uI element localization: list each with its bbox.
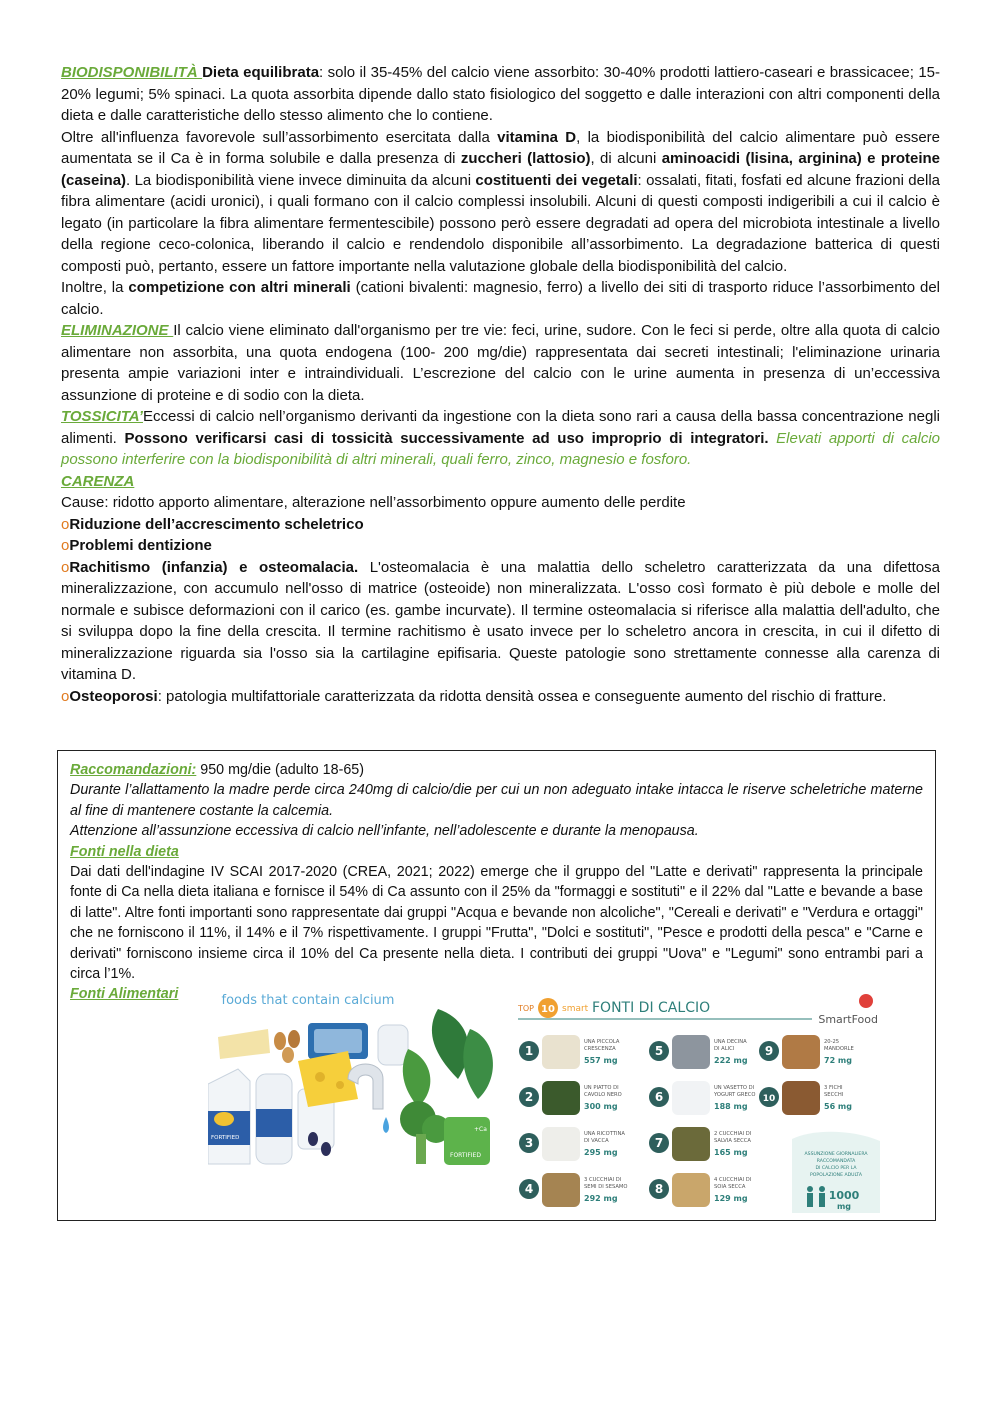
calcium-amount: 222 mg <box>714 1056 748 1065</box>
illustration-title: foods that contain calcium <box>221 993 395 1008</box>
almond-icon <box>274 1032 286 1050</box>
svg-text:smart: smart <box>562 1004 589 1014</box>
document-body <box>61 62 940 707</box>
food-label: UN PIATTO DI <box>584 1085 619 1091</box>
food-label: SOIA SECCA <box>714 1184 746 1190</box>
food-photo <box>542 1081 580 1115</box>
fonti-dieta-text: Dai dati dell'indagine IV SCAI 2017-2020 (CREA, 2021; 2022) emerge che il gruppo del "Latte e derivati" rappresenta la principale fonte di Ca nella dieta italiana e fornisce il 54% di Ca assunto con il 25% da "formaggi e sostituti" e il 22% dal "Latte e bevande a base di latte". Altre fonti importanti sono rappresentate dai gruppi "Acqua e bevande non alcoliche", "Cereali e derivati" e "Verdura e ortaggi" che ne forniscono il 11%, il 14% e il 7% rispettivamente. I gruppi "Frutta", "Dolci e sostituti", "Pesce e prodotti della pesca" e "Carne e derivati" forniscono insieme circa il 10% del Ca presente nella dieta. I contributi dei gruppi "Uova" e "Legumi" sono entrambi pari a circa l’1%. <box>70 864 923 983</box>
calcium-amount: 165 mg <box>714 1148 748 1157</box>
heading-carenza: CARENZA <box>61 472 135 490</box>
smartfood-logo-icon <box>859 994 873 1008</box>
paragraph-tossicita: TOSSICITA’Eccessi di calcio nell’organismo derivanti da ingestione con la dieta sono rari a causa della bassa concentrazione negli alimenti. Possono verificarsi casi di tossicità successivamente ad uso improprio di integratori. Elevati apporti di calcio possono interferire con la biodisponibilità di altri minerali, quali ferro, zinco, magnesio e fosforo. <box>61 408 940 468</box>
rank-number: 6 <box>654 1090 664 1104</box>
bean-icon <box>308 1132 318 1146</box>
svg-text:mg: mg <box>836 1202 852 1211</box>
rank-number: 8 <box>654 1182 664 1196</box>
food-label: SECCHI <box>824 1092 844 1098</box>
food-label: UN VASETTO DI <box>714 1085 755 1091</box>
food-label: 3 CUCCHIAI DI <box>584 1177 622 1183</box>
foods-calcium-illustration <box>208 989 500 1179</box>
calcium-amount: 557 mg <box>584 1056 618 1065</box>
food-photo <box>782 1035 820 1069</box>
svg-text:TOP: TOP <box>518 1004 535 1013</box>
rank-number: 9 <box>764 1044 774 1058</box>
bottle-icon <box>378 1025 408 1065</box>
food-label: UNA RICOTTINA <box>584 1131 625 1137</box>
food-label: UNA DECINA <box>714 1039 747 1045</box>
food-label: 4 CUCCHIAI DI <box>714 1177 752 1183</box>
rank-number: 4 <box>524 1182 534 1196</box>
list-item: oRachitismo (infanzia) e osteomalacia. L'osteomalacia è una malattia dello scheletro caratterizzata da una difettosa mineralizzazione, con accumulo nell'osso di matrice (osteoide) non mineralizzata. L'osso così formato è più debole e molle del normale e subisce deformazioni con il carico (es. gambe incurvate). Il termine osteomalacia si riferisce alla malattia dell'adulto, che si sviluppa dopo la fine della crescita. Il termine rachitismo è usato invece per lo scheletro ancora in crescita, in cui il difetto di mineralizzazione riguarda sia l'osso sia la cartilagine epifisaria. Queste patologie sono strettamente connesse alla carenza di vitamina D. <box>61 558 940 683</box>
top10-calcium-infographic <box>512 989 882 1215</box>
food-label: SEMI DI SESAMO <box>584 1184 628 1190</box>
person-icon <box>819 1186 825 1192</box>
food-label: 20-25 <box>824 1039 840 1045</box>
heading-fonti-dieta: Fonti nella dieta <box>70 843 179 860</box>
person-icon <box>807 1186 813 1192</box>
calcium-amount: 300 mg <box>584 1102 618 1111</box>
assunzione-label: POPOLAZIONE ADULTA <box>809 1173 863 1178</box>
food-label: CRESCENZA <box>584 1046 616 1052</box>
almond-icon <box>282 1047 294 1063</box>
food-label: MANDORLE <box>824 1046 854 1052</box>
heading-fonti-alimentari: Fonti Alimentari <box>70 986 179 1003</box>
food-photo <box>672 1035 710 1069</box>
food-label: UNA PICCOLA <box>584 1039 620 1045</box>
heading-tossicita: TOSSICITA’ <box>61 408 143 425</box>
bullet-marker: o <box>61 558 70 576</box>
infographic-title: FONTI DI CALCIO <box>592 1000 711 1016</box>
water-drop-icon <box>383 1117 389 1133</box>
assunzione-label: DI CALCIO PER LA <box>815 1166 857 1171</box>
food-photo <box>672 1081 710 1115</box>
kale-icon <box>432 1009 468 1079</box>
cheese-icon <box>218 1029 270 1059</box>
food-photo <box>542 1173 580 1207</box>
assunzione-label: ASSUNZIONE GIORNALIERA <box>804 1152 868 1157</box>
assunzione-label: RACCOMANDATA <box>816 1159 856 1164</box>
food-label: CAVOLO NERO <box>584 1092 622 1098</box>
calcium-amount: 295 mg <box>584 1148 618 1157</box>
rank-number: 1 <box>524 1044 534 1058</box>
heading-carenza-line <box>61 471 940 493</box>
calcium-amount: 188 mg <box>714 1102 748 1111</box>
attenzione-note: Attenzione all’assunzione eccessiva di calcio nell’infante, nell’adolescente e durante la menopausa. <box>70 823 699 840</box>
heading-raccomandazioni: Raccomandazioni: <box>70 762 197 778</box>
svg-text:1000: 1000 <box>828 1189 860 1202</box>
list-item: oRiduzione dell’accrescimento scheletrico <box>61 515 364 533</box>
list-item: oProblemi dentizione <box>61 537 212 554</box>
food-label: DI VACCA <box>584 1138 609 1144</box>
svg-text:+Ca: +Ca <box>474 1126 487 1133</box>
calcium-amount: 56 mg <box>824 1102 852 1111</box>
allattamento-note: Durante l’allattamento la madre perde circa 240mg di calcio/die per cui un non adeguato intake intacca le riserve scheletriche materne al fine di mantenere costante la calcemia. <box>70 782 923 819</box>
rank-number: 3 <box>524 1136 534 1150</box>
bullet-marker: o <box>61 687 70 705</box>
smartfood-brand: SmartFood <box>818 1013 878 1026</box>
food-label: YOGURT GRECO <box>714 1092 756 1098</box>
food-label: 2 CUCCHIAI DI <box>714 1131 752 1137</box>
rank-number: 2 <box>524 1090 534 1104</box>
paragraph-vitamina-d: Oltre all'influenza favorevole sull’assorbimento esercitata dalla vitamina D, la biodisponibilità del calcio alimentare può essere aumentata se il Ca è in forma solubile e dalla presenza di zuccheri (lattosio), di alcuni aminoacidi (lisina, arginina) e proteine (caseina). La biodisponibilità viene invece diminuita da alcuni costituenti dei vegetali: ossalati, fitati, fosfati ed alcune frazioni della fibra alimentare (acidi uronici), i quali formano con il calcio complessi insolubili. Alcuni di questi composti indigeribili a cui il calcio è legato (in particolare la fibra alimentare fermentescibile) possono però essere degradati ad opera del microbiota intestinale a livello della regione ceco-colonica, liberando il calcio e rendendolo disponibile all’assorbimento. La degradazione batterica di questi composti può, pertanto, essere un fattore importante nella valutazione globale della biodisponibilità del calcio. <box>61 128 940 275</box>
svg-text:FORTIFIED: FORTIFIED <box>450 1152 481 1159</box>
rank-number: 5 <box>654 1044 664 1058</box>
heading-fonti-dieta-line <box>70 842 923 862</box>
food-label: DI ALICI <box>714 1046 735 1052</box>
calcium-amount: 292 mg <box>584 1194 618 1203</box>
svg-text:FORTIFIED: FORTIFIED <box>211 1135 240 1141</box>
paragraph-competizione: Inoltre, la competizione con altri minerali (cationi bivalenti: magnesio, ferro) a livello dei siti di trasporto riduce l’assorbimento del calcio. <box>61 279 940 318</box>
food-photo <box>542 1127 580 1161</box>
bullet-marker: o <box>61 515 70 533</box>
bullet-marker: o <box>61 537 70 554</box>
food-photo <box>672 1173 710 1207</box>
food-photo <box>782 1081 820 1115</box>
recommendations-box <box>57 750 936 1221</box>
food-photo <box>542 1035 580 1069</box>
food-label: 3 FICHI <box>824 1085 843 1091</box>
almond-icon <box>288 1030 300 1048</box>
rank-number: 7 <box>654 1136 664 1150</box>
food-label: SALVIA SECCA <box>714 1138 751 1144</box>
rank-number: 10 <box>762 1094 776 1104</box>
paragraph-biodisponibilita: BIODISPONIBILITÀ Dieta equilibrata: solo il 35-45% del calcio viene assorbito: 30-40% prodotti lattiero-caseari e brassicacee; 15-20% legumi; 5% spinaci. La quota assorbita dipende dallo stato fisiologico del soggetto e dalle interazioni con altri componenti della dieta e dalle caratteristiche dello stesso alimento che lo contiene. <box>61 64 941 124</box>
list-item: oOsteoporosi: patologia multifattoriale caratterizzata da ridotta densità ossea e conseguente aumento del rischio di fratture. <box>61 687 887 705</box>
calcium-amount: 129 mg <box>714 1194 748 1203</box>
calcium-amount: 72 mg <box>824 1056 852 1065</box>
raccomandazioni-line: Raccomandazioni: 950 mg/die (adulto 18-65) <box>70 762 365 778</box>
paragraph-eliminazione: ELIMINAZIONE Il calcio viene eliminato dall'organismo per tre vie: feci, urine, sudore. Con le feci si perde, oltre alla quota di calcio alimentare non assorbita, una quota endogena (100- 200 mg/die) rappresentata dai secreti intestinali; l'eliminazione urinaria presenta ampie variazioni inter e intraindividuali. L’escrezione del calcio con le urine aumenta in presenza di un’eccessiva assunzione di proteine e di sodio con la dieta. <box>61 322 940 404</box>
paragraph-cause: Cause: ridotto apporto alimentare, alterazione nell’assorbimento oppure aumento delle perdite <box>61 494 686 511</box>
heading-biodisponibilita: BIODISPONIBILITÀ <box>61 64 203 81</box>
food-photo <box>672 1127 710 1161</box>
heading-eliminazione: ELIMINAZIONE <box>61 322 174 339</box>
svg-text:10: 10 <box>541 1004 555 1015</box>
